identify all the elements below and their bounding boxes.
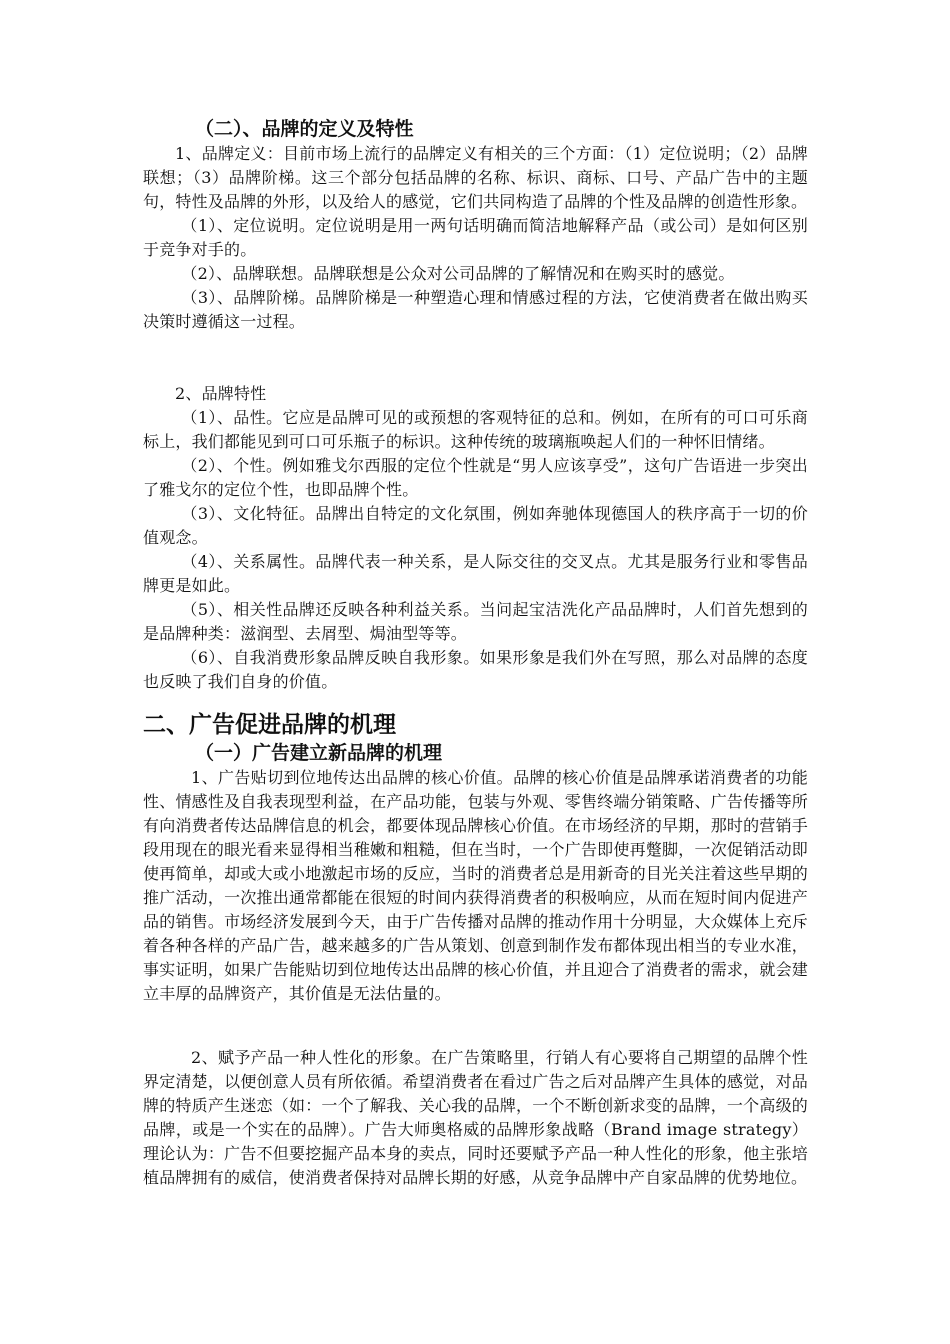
paragraph-trait-2: （2）、个性。例如雅戈尔西服的定位个性就是“男人应该享受”，这句广告语进一步突出了雅戈尔的定位个性，也即品牌个性。: [143, 456, 808, 499]
paragraph-trait-4: （4）、关系属性。品牌代表一种关系，是人际交往的交叉点。尤其是服务行业和零售品牌更是如此。: [143, 552, 808, 595]
paragraph-definition-intro: 1、品牌定义：目前市场上流行的品牌定义有相关的三个方面：（1）定位说明；（2）品牌联想；（3）品牌阶梯。这三个部分包括品牌的名称、标识、商标、口号、产品广告中的主题句，特性及品牌的外形，以及给人的感觉，它们共同构造了品牌的个性及品牌的创造性形象。: [143, 144, 808, 211]
paragraph-trait-1: （1）、品性。它应是品牌可见的或预想的客观特征的总和。例如，在所有的可口可乐商标上，我们都能见到可口可乐瓶子的标识。这种传统的玻璃瓶唤起人们的一种怀旧情绪。: [143, 408, 808, 451]
section-heading-brand-definition: （二）、品牌的定义及特性: [195, 118, 414, 140]
section-brand-definition: [143, 116, 808, 334]
subsection-heading: （一）广告建立新品牌的机理: [195, 742, 443, 764]
section-brand-traits: [143, 382, 808, 694]
chapter-heading: 二、广告促进品牌的机理: [143, 712, 396, 738]
section-humanized-image: [143, 1046, 808, 1190]
paragraph-positioning: （1）、定位说明。定位说明是用一两句话明确而简洁地解释产品（或公司）是如何区别于竞争对手的。: [143, 216, 808, 259]
paragraph-trait-5: （5）、相关性品牌还反映各种利益关系。当问起宝洁洗化产品品牌时，人们首先想到的是品牌种类：滋润型、去屑型、焗油型等等。: [143, 600, 808, 643]
section-advertising-mechanism: [143, 710, 808, 1006]
traits-title: 2、品牌特性: [175, 384, 267, 403]
paragraph-core-value: 1、广告贴切到位地传达出品牌的核心价值。品牌的核心价值是品牌承诺消费者的功能性、情感性及自我表现型利益，在产品功能，包装与外观、零售终端分销策略、广告传播等所有向消费者传达品牌信息的机会，都要体现品牌核心价值。在市场经济的早期，那时的营销手段用现在的眼光看来显得相当稚嫩和粗糙，但在当时，一个广告即使再蹩脚，一次促销活动即使再简单，却或大或小地激起市场的反应，当时的消费者总是用新奇的目光关注着这些早期的推广活动，一次推出通常都能在很短的时间内获得消费者的积极响应，从而在短时间内促进产品的销售。市场经济发展到今天，由于广告传播对品牌的推动作用十分明显，大众媒体上充斥着各种各样的产品广告，越来越多的广告从策划、创意到制作发布都体现出相当的专业水准，事实证明，如果广告能贴切到位地传达出品牌的核心价值，并且迎合了消费者的需求，就会建立丰厚的品牌资产，其价值是无法估量的。: [143, 768, 808, 1003]
paragraph-ladder: （3）、品牌阶梯。品牌阶梯是一种塑造心理和情感过程的方法，它使消费者在做出购买决策时遵循这一过程。: [143, 288, 808, 331]
paragraph-trait-3: （3）、文化特征。品牌出自特定的文化氛围，例如奔驰体现德国人的秩序高于一切的价值观念。: [143, 504, 808, 547]
paragraph-trait-6: （6）、自我消费形象品牌反映自我形象。如果形象是我们外在写照，那么对品牌的态度也反映了我们自身的价值。: [143, 648, 808, 691]
paragraph-association: （2）、品牌联想。品牌联想是公众对公司品牌的了解情况和在购买时的感觉。: [181, 264, 735, 283]
paragraph-humanized-image: 2、赋予产品一种人性化的形象。在广告策略里，行销人有心要将自己期望的品牌个性界定清楚，以便创意人员有所依循。希望消费者在看过广告之后对品牌产生具体的感觉，对品牌的特质产生迷恋（如：一个了解我、关心我的品牌，一个不断创新求变的品牌，一个高级的品牌，或是一个实在的品牌）。广告大师奥格威的品牌形象战略（Brand image strategy）理论认为：广告不但要挖掘产品本身的卖点，同时还要赋予产品一种人性化的形象，他主张培植品牌拥有的威信，使消费者保持对品牌长期的好感，从竞争品牌中产自家品牌的优势地位。: [143, 1048, 808, 1187]
